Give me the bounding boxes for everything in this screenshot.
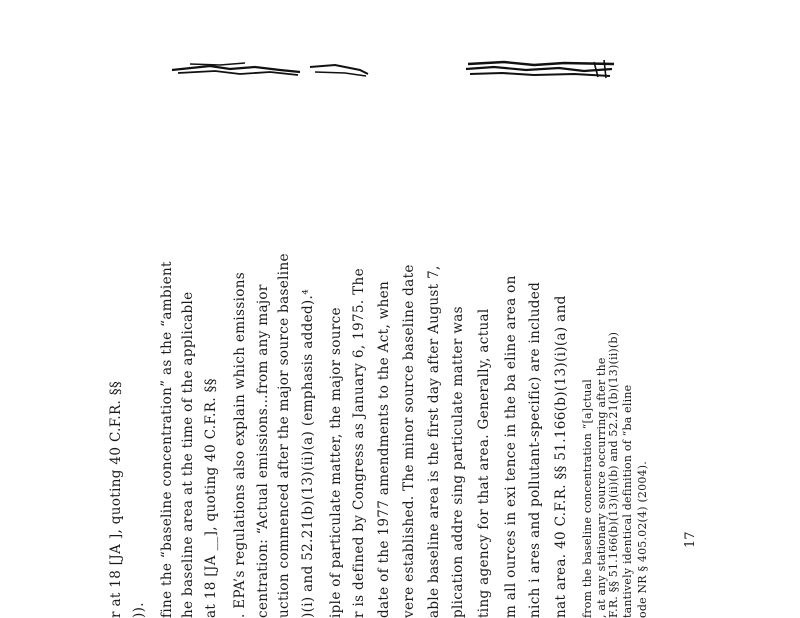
footnote-text-line: , at any stationary source occurring after the bbox=[595, 357, 608, 618]
footnote-text-line: tantively identical definition of “ba eline bbox=[621, 384, 634, 618]
body-text-line: vere established. The minor source baseline date bbox=[401, 264, 417, 618]
body-text-line: )). bbox=[131, 602, 147, 618]
footnote-text-line: F.R. §§ 51.166(b)(13)(ii)(b) and 52.21(b)(13)(ii)(b) bbox=[607, 331, 620, 618]
body-text-line: )(i) and 52.21(b)(13)(ii)(a) (emphasis added).⁴ bbox=[300, 289, 316, 618]
body-text-line: iple of particulate matter, the major source bbox=[328, 307, 344, 618]
body-text-line: uction commenced after the major source baseline bbox=[276, 253, 292, 618]
body-text-line: he baseline area at the time of the applicable bbox=[180, 291, 196, 618]
body-text-line: m all ources in exi tence in the ba eline area on bbox=[503, 275, 519, 618]
redaction-scribble-left bbox=[170, 58, 370, 80]
body-text-line: fine the “baseline concentration” as the “ambient bbox=[159, 261, 175, 618]
body-text-line: . EPA’s regulations also explain which emissions bbox=[232, 271, 248, 618]
redaction-scribble-right bbox=[464, 56, 624, 82]
body-text-line: r is defined by Congress as January 6, 1975. The bbox=[351, 268, 367, 618]
body-text-line: able baseline area is the first day after August 7, bbox=[426, 265, 442, 618]
body-text-line: centration: “Actual emissions…from any major bbox=[255, 284, 271, 618]
footnote-text-line: from the baseline concentration “[a]ctual bbox=[581, 379, 594, 618]
body-text-line: r at 18 [JA ], quoting 40 C.F.R. §§ bbox=[108, 380, 124, 618]
page-number: 17 bbox=[683, 531, 698, 548]
body-text-line: ting agency for that area. Generally, actual bbox=[476, 308, 492, 618]
body-text-line: at 18 [JA __], quoting 40 C.F.R. §§ bbox=[203, 378, 219, 618]
body-text-line: plication addre sing particulate matter was bbox=[450, 306, 466, 618]
body-text-line: nat area. 40 C.F.R. §§ 51.166(b)(13)(i)(a) and bbox=[553, 295, 569, 618]
body-text-line: nich i ares and pollutant-specific) are included bbox=[527, 281, 543, 618]
footnote-text-line: ode NR § 405.02(4) (2004). bbox=[636, 461, 649, 618]
body-text-line: date of the 1977 amendments to the Act, when bbox=[376, 280, 392, 618]
